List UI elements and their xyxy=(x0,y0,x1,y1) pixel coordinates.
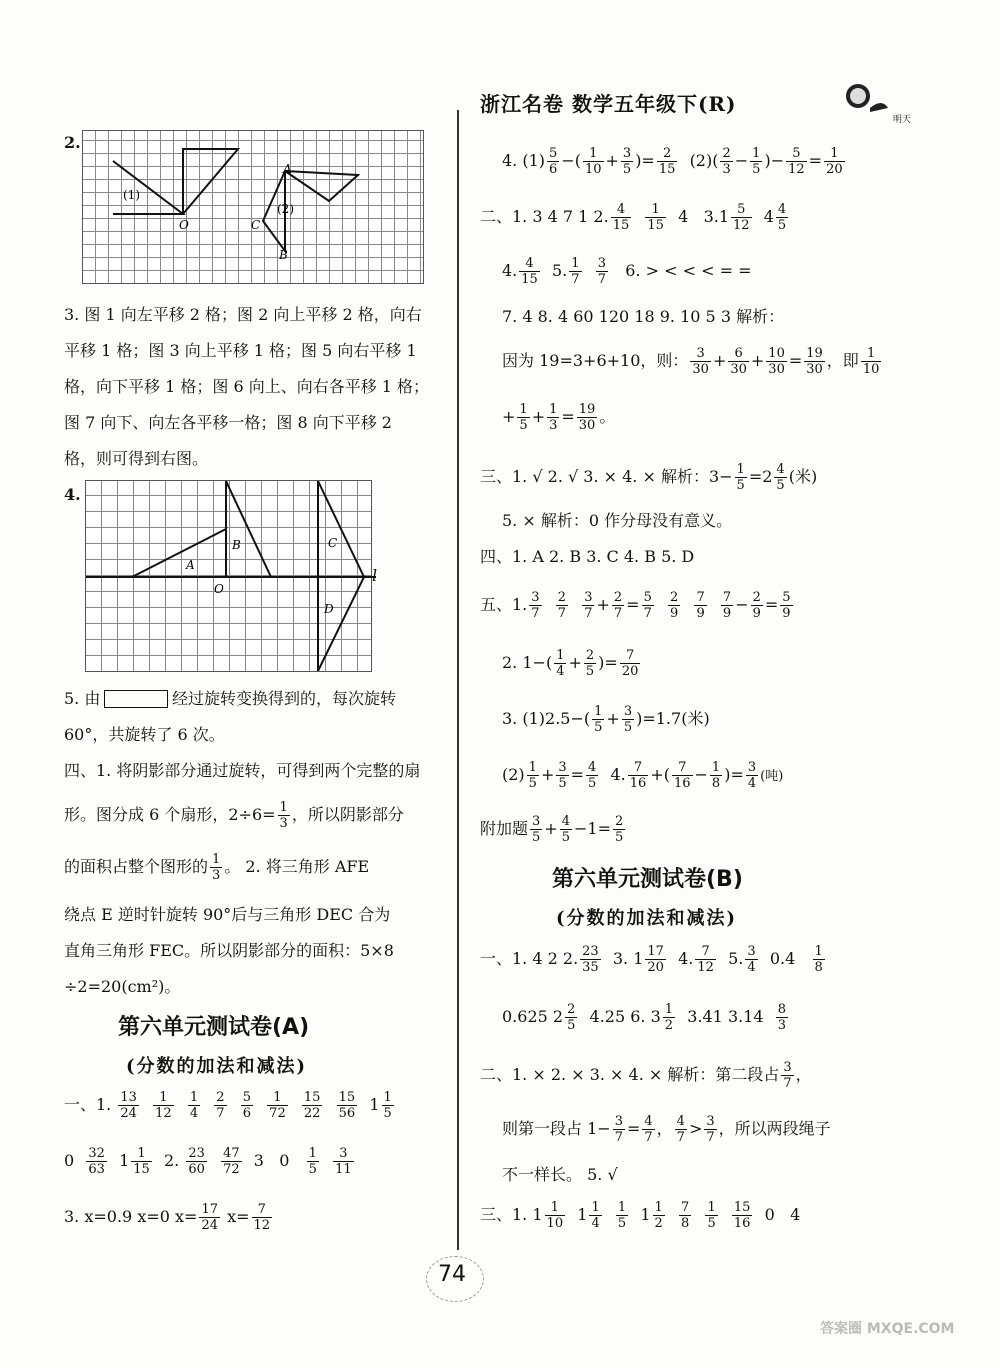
svg-text:B: B xyxy=(279,248,288,262)
svg-text:C: C xyxy=(251,218,261,232)
svg-text:(1): (1) xyxy=(123,188,140,202)
frac: $\frac{4}{5}$ xyxy=(588,760,597,791)
column-divider xyxy=(457,110,459,1250)
frac: $\frac{1}{72}$ xyxy=(269,1090,286,1121)
frac: $\frac{4}{7}$ xyxy=(676,1114,685,1145)
r4-label-b: (2) xyxy=(689,151,713,170)
b2-l2b: ，所以两段绳子 xyxy=(718,1119,831,1138)
a1-q3: 3. x=0.9 x=0 x= xyxy=(64,1207,198,1226)
frac: $\frac{3}{7}$ xyxy=(706,1114,715,1145)
q3-line1: 3. 图 1 向左平移 2 格；图 2 向上平移 2 格，向右 xyxy=(64,305,422,324)
frac: $\frac{3}{7}$ xyxy=(614,1114,623,1145)
svg-text:C: C xyxy=(328,536,338,550)
frac: $\frac{1}{2}$ xyxy=(654,1200,663,1231)
b1-l2c: 3.41 3.14 xyxy=(687,1007,764,1026)
q2-shapes xyxy=(83,131,423,283)
frac: $\frac{2}{5}$ xyxy=(567,1002,576,1033)
watermark: 答案圈 MXQE.COM xyxy=(820,1321,955,1337)
a1-line2: 0 $\frac{32}{63}$ 1 $\frac{1}{15}$ 2. $\frac{23}{60}$ $\frac{47}{72}$ 3 0 $\frac{1}{5}$ $\frac{3}{11}$ xyxy=(64,1146,352,1177)
frac: $\frac{1}{8}$ xyxy=(711,760,721,791)
s4-answers: 四、1. A 2. B 3. C 4. B 5. D xyxy=(480,547,695,566)
page-number: 74 xyxy=(438,1262,466,1287)
b1-l2: 0.625 2 xyxy=(502,1007,564,1026)
s5-l4: (2) xyxy=(502,765,525,784)
frac: $\frac{1}{12}$ xyxy=(155,1090,172,1121)
frac: $\frac{1}{7}$ xyxy=(571,256,580,287)
s5-l3b: =1.7(米) xyxy=(642,709,710,728)
q5-figure-box xyxy=(104,690,168,708)
q3-line3: 格，向下平移 1 格；图 6 向上、向右各平移 1 格； xyxy=(64,377,430,396)
a1-q3b: x= xyxy=(221,1207,250,1226)
frac: $\frac{4}{5}$ xyxy=(776,462,785,493)
frac: $\frac{19}{30}$ xyxy=(578,402,596,433)
q3-line4: 图 7 向下、向左各平移一格；图 8 向下平移 2 xyxy=(64,413,392,432)
r4-label: 4. (1) xyxy=(502,151,546,170)
s5-line1: 五、1. $\frac{3}{7}$ $\frac{2}{7}$ $\frac{3}{7}$ + $\frac{2}{7}$ = $\frac{5}{7}$ $\frac{2}{9}$ $\frac{7}{9}$ $\frac{7}{9}$ − $\frac{2}{9}$ = $\frac{5}{9}$ xyxy=(480,590,791,621)
frac: $\frac{2}{5}$ xyxy=(614,814,624,845)
b2-l2: 则第一段占 1− xyxy=(502,1119,611,1138)
frac: $\frac{15}{56}$ xyxy=(338,1090,356,1121)
frac: $\frac{6}{30}$ xyxy=(730,346,747,377)
frac: $\frac{7}{20}$ xyxy=(621,648,639,679)
q2-grid-figure xyxy=(82,130,424,284)
b3-l1: 三、1. 1 xyxy=(480,1205,543,1224)
unit6b-subtitle: (分数的加法和减法) xyxy=(556,908,738,929)
frac: $\frac{7}{9}$ xyxy=(722,590,732,621)
extra-line: 附加题 $\frac{3}{5}$ + $\frac{4}{5}$ −1= $\frac{2}{5}$ xyxy=(480,814,624,845)
frac: $\frac{3}{7}$ xyxy=(597,256,606,287)
s5-line4: (2) $\frac{1}{5}$ + $\frac{3}{5}$ = $\frac{4}{5}$ 4. $\frac{7}{16}$ +( $\frac{7}{16}$ − $\frac{1}{8}$ )= $\frac{3}{4}$ (吨) xyxy=(502,760,784,791)
frac: $\frac{2}{7}$ xyxy=(216,1090,225,1121)
logo-icon xyxy=(842,78,890,118)
frac: $\frac{4}{15}$ xyxy=(521,256,538,287)
s4-line5: 直角三角形 FEC。所以阴影部分的面积：5×8 xyxy=(64,941,394,960)
frac: $\frac{17}{20}$ xyxy=(647,944,664,975)
frac: $\frac{5}{6}$ xyxy=(549,146,558,177)
s5-l3: 3. (1)2.5− xyxy=(502,709,584,728)
s4-line3-a: 的面积占整个图形的 xyxy=(64,857,209,876)
a1-q2-label: 2. xyxy=(163,1151,180,1170)
frac: $\frac{1}{5}$ xyxy=(752,146,761,177)
frac: $\frac{17}{24}$ xyxy=(201,1202,218,1233)
frac: $\frac{23}{60}$ xyxy=(188,1146,205,1177)
frac: $\frac{7}{16}$ xyxy=(629,760,647,791)
frac: $\frac{1}{20}$ xyxy=(826,146,843,177)
svg-text:B: B xyxy=(232,538,241,552)
svg-text:(2): (2) xyxy=(277,202,294,216)
a1-line3 xyxy=(64,1202,274,1233)
frac: $\frac{3}{30}$ xyxy=(692,346,709,377)
frac: $\frac{1}{4}$ xyxy=(189,1090,199,1121)
frac: $\frac{3}{4}$ xyxy=(747,944,756,975)
publisher-logo xyxy=(842,78,890,118)
s5-l2: 2. 1− xyxy=(502,653,546,672)
frac: $\frac{7}{9}$ xyxy=(696,590,705,621)
b2-line3: 不一样长。 5. √ xyxy=(502,1165,618,1184)
frac: $\frac{2}{3}$ xyxy=(722,146,731,177)
s5-l4c: (吨) xyxy=(760,769,784,784)
frac: $\frac{7}{12}$ xyxy=(697,944,714,975)
frac: $\frac{4}{5}$ xyxy=(561,814,570,845)
q4-label: 4. xyxy=(64,485,81,504)
b2-line1: 二、1. × 2. × 3. × 4. × 解析：第二段占 $\frac{3}{7}$ ， xyxy=(480,1060,812,1091)
q2-label: 2. xyxy=(64,133,81,152)
frac: $\frac{1}{5}$ xyxy=(383,1090,392,1121)
frac: $\frac{47}{72}$ xyxy=(223,1146,240,1177)
s3-l1: 三、1. √ 2. √ 3. × 4. × 解析：3− xyxy=(480,467,733,486)
s4-line3 xyxy=(64,852,369,883)
frac: $\frac{2}{7}$ xyxy=(557,590,567,621)
logo-text: 明天 xyxy=(893,115,912,125)
s3-line1: 三、1. √ 2. √ 3. × 4. × 解析：3− $\frac{1}{5}$ =2 $\frac{4}{5}$ (米) xyxy=(480,462,818,493)
frac: $\frac{3}{5}$ xyxy=(622,146,632,177)
frac: $\frac{3}{5}$ xyxy=(532,814,541,845)
frac: $\frac{2}{9}$ xyxy=(752,590,761,621)
svg-text:O: O xyxy=(179,218,189,232)
unit6b-title: 第六单元测试卷(B) xyxy=(552,867,743,892)
q4-grid-figure xyxy=(85,480,372,672)
frac: $\frac{3}{7}$ xyxy=(531,590,540,621)
frac: $\frac{1}{3}$ xyxy=(549,402,558,433)
s2-l4b: ，即 xyxy=(826,351,859,370)
svg-text:A: A xyxy=(283,162,292,176)
s2-line4: 因为 19=3+6+10，则： $\frac{3}{30}$ + $\frac{6}{30}$ + $\frac{10}{30}$ = $\frac{19}{30}$ ，即 $\frac{1}{10}$ xyxy=(502,346,880,377)
s3-l1b: (米) xyxy=(788,467,818,486)
frac: $\frac{5}{6}$ xyxy=(242,1090,251,1121)
frac-1-3b: $\frac{1}{3}$ xyxy=(212,852,221,883)
frac: $\frac{4}{7}$ xyxy=(644,1114,653,1145)
s2-l2: 5. xyxy=(551,261,568,280)
q4-shapes xyxy=(86,481,386,671)
b1-line1: 一、1. 4 2 2. $\frac{23}{35}$ 3. 1 $\frac{17}{20}$ 4. $\frac{7}{12}$ 5. $\frac{3}{4}$ 0.4 $\frac{1}{8}$ xyxy=(480,944,823,975)
b2-l1: 二、1. × 2. × 3. × 4. × 解析：第二段占 xyxy=(480,1065,780,1084)
frac: $\frac{1}{5}$ xyxy=(519,402,528,433)
q3-line5: 格，则可得到右图。 xyxy=(64,449,209,468)
b3-line1: 三、1. 1 $\frac{1}{10}$ 1 $\frac{1}{4}$ $\frac{1}{5}$ 1 $\frac{1}{2}$ $\frac{7}{8}$ $\frac{1}{5}$ $\frac{15}{16}$ 0 4 xyxy=(480,1200,801,1231)
s4-line2-b: ，所以阴影部分 xyxy=(291,805,404,824)
frac: $\frac{3}{7}$ xyxy=(584,590,593,621)
s4-line2-a: 形。图分成 6 个扇形，2÷6= xyxy=(64,805,276,824)
a1-line1: 一、1. $\frac{13}{24}$ $\frac{1}{12}$ $\frac{1}{4}$ $\frac{2}{7}$ $\frac{5}{6}$ $\frac{1}{72}$ $\frac{15}{22}$ $\frac{15}{56}$ 1 $\frac{1}{5}$ xyxy=(64,1090,392,1121)
frac: $\frac{1}{15}$ xyxy=(647,202,664,233)
r4-line: 4. (1) $\frac{5}{6}$ −( $\frac{1}{10}$ + $\frac{3}{5}$ )= $\frac{2}{15}$ (2)( $\frac{2}{3}$ − $\frac{1}{5}$ )− $\frac{5}{12}$ = $\frac{1}{20}$ xyxy=(502,146,843,177)
frac: $\frac{1}{5}$ xyxy=(736,462,745,493)
frac: $\frac{1}{5}$ xyxy=(707,1200,716,1231)
s5-line3: 3. (1)2.5−( $\frac{1}{5}$ + $\frac{3}{5}$ )=1.7(米) xyxy=(502,704,710,735)
svg-text:D: D xyxy=(324,602,334,616)
s2-l4: 因为 19=3+6+10，则： xyxy=(502,351,689,370)
a1-label: 一、1. xyxy=(64,1095,112,1114)
frac: $\frac{8}{3}$ xyxy=(777,1002,787,1033)
frac: $\frac{7}{16}$ xyxy=(673,760,691,791)
q3-line2: 平移 1 格；图 3 向上平移 1 格；图 5 向右平移 1 xyxy=(64,341,417,360)
frac-1-3: $\frac{1}{3}$ xyxy=(279,800,288,831)
frac: $\frac{1}{4}$ xyxy=(591,1200,600,1231)
b1-l2b: 4.25 6. 3 xyxy=(589,1007,661,1026)
line-l-label: l xyxy=(372,566,378,585)
s5-line2: 2. 1−( $\frac{1}{4}$ + $\frac{2}{5}$ )= $\frac{7}{20}$ xyxy=(502,648,639,679)
b1-line2 xyxy=(502,1002,790,1033)
frac: $\frac{19}{30}$ xyxy=(806,346,823,377)
frac: $\frac{1}{5}$ xyxy=(528,760,537,791)
s2-line3: 7. 4 8. 4 60 120 18 9. 10 5 3 解析： xyxy=(502,307,785,326)
frac: $\frac{4}{5}$ xyxy=(777,202,787,233)
q5-line1b: 经过旋转变换得到的，每次旋转 xyxy=(172,689,397,708)
frac: $\frac{10}{30}$ xyxy=(768,346,785,377)
s2-line5: + $\frac{1}{5}$ + $\frac{1}{3}$ = $\frac{19}{30}$ 。 xyxy=(502,402,616,433)
extra-label: 附加题 xyxy=(480,819,529,838)
frac: $\frac{5}{12}$ xyxy=(788,146,805,177)
frac: $\frac{13}{24}$ xyxy=(120,1090,137,1121)
s2-l1: 二、1. 3 4 7 1 2. xyxy=(480,207,609,226)
s5-l4b: 4. xyxy=(610,765,626,784)
frac: $\frac{15}{16}$ xyxy=(733,1200,751,1231)
frac: $\frac{1}{5}$ xyxy=(617,1200,627,1231)
frac: $\frac{7}{12}$ xyxy=(253,1202,271,1233)
s4-line3-b: 。 2. 将三角形 AFE xyxy=(224,857,370,876)
s5-l1: 五、1. xyxy=(480,595,528,614)
svg-text:A: A xyxy=(186,558,195,572)
s4-line1: 四、1. 将阴影部分通过旋转，可得到两个完整的扇 xyxy=(64,761,421,780)
frac: $\frac{23}{35}$ xyxy=(582,944,599,975)
frac: $\frac{2}{5}$ xyxy=(585,648,595,679)
svg-text:O: O xyxy=(214,582,224,596)
frac: $\frac{5}{12}$ xyxy=(733,202,750,233)
s3-line2: 5. × 解析：0 作分母没有意义。 xyxy=(502,511,733,530)
frac: $\frac{5}{9}$ xyxy=(782,590,791,621)
s4-line6: ÷2=20(cm²)。 xyxy=(64,977,181,996)
frac: $\frac{3}{7}$ xyxy=(783,1060,792,1091)
q5-line1a: 5. 由 xyxy=(64,689,101,708)
b2-line2: 则第一段占 1− $\frac{3}{7}$ = $\frac{4}{7}$ ， $\frac{4}{7}$ > $\frac{3}{7}$ ，所以两段绳子 xyxy=(502,1114,831,1145)
header-title: 浙江名卷 数学五年级下(R) xyxy=(480,92,737,116)
frac: $\frac{1}{5}$ xyxy=(308,1146,317,1177)
unit6a-title: 第六单元测试卷(A) xyxy=(118,1015,310,1040)
frac: $\frac{3}{11}$ xyxy=(335,1146,352,1177)
s4-line2 xyxy=(64,800,404,831)
s2-line1: 二、1. 3 4 7 1 2. $\frac{4}{15}$ $\frac{1}{15}$ 4 3.1 $\frac{5}{12}$ 4 $\frac{4}{5}$ xyxy=(480,202,787,233)
s2-l2b: 6. > < < < = = xyxy=(625,261,752,280)
frac: $\frac{15}{22}$ xyxy=(303,1090,321,1121)
frac: $\frac{1}{2}$ xyxy=(664,1002,674,1033)
frac: $\frac{1}{15}$ xyxy=(133,1146,150,1177)
frac: $\frac{1}{8}$ xyxy=(814,944,823,975)
frac: $\frac{3}{5}$ xyxy=(558,760,567,791)
s2-line2: 4. $\frac{4}{15}$ 5. $\frac{1}{7}$ $\frac{3}{7}$ 6. > < < < = = xyxy=(502,256,752,287)
frac: $\frac{2}{7}$ xyxy=(613,590,623,621)
frac: $\frac{7}{8}$ xyxy=(681,1200,690,1231)
s2-l1b: 3. xyxy=(703,207,719,226)
frac: $\frac{1}{10}$ xyxy=(862,346,880,377)
frac: $\frac{1}{5}$ xyxy=(594,704,603,735)
b1-l1: 一、1. 4 2 2. xyxy=(480,949,579,968)
frac: $\frac{32}{63}$ xyxy=(88,1146,105,1177)
a1-zero: 0 xyxy=(64,1151,75,1170)
unit6a-subtitle: (分数的加法和减法) xyxy=(126,1056,308,1077)
frac: $\frac{2}{15}$ xyxy=(658,146,676,177)
frac: $\frac{3}{5}$ xyxy=(623,704,633,735)
frac: $\frac{4}{15}$ xyxy=(612,202,630,233)
s4-line4: 绕点 E 逆时针旋转 90°后与三角形 DEC 合为 xyxy=(64,905,391,924)
frac: $\frac{1}{4}$ xyxy=(556,648,565,679)
q5-line2: 60°，共旋转了 6 次。 xyxy=(64,725,225,744)
frac: $\frac{1}{10}$ xyxy=(546,1200,564,1231)
frac: $\frac{1}{10}$ xyxy=(584,146,602,177)
frac: $\frac{3}{4}$ xyxy=(747,760,757,791)
frac: $\frac{2}{9}$ xyxy=(670,590,679,621)
frac: $\frac{5}{7}$ xyxy=(643,590,652,621)
